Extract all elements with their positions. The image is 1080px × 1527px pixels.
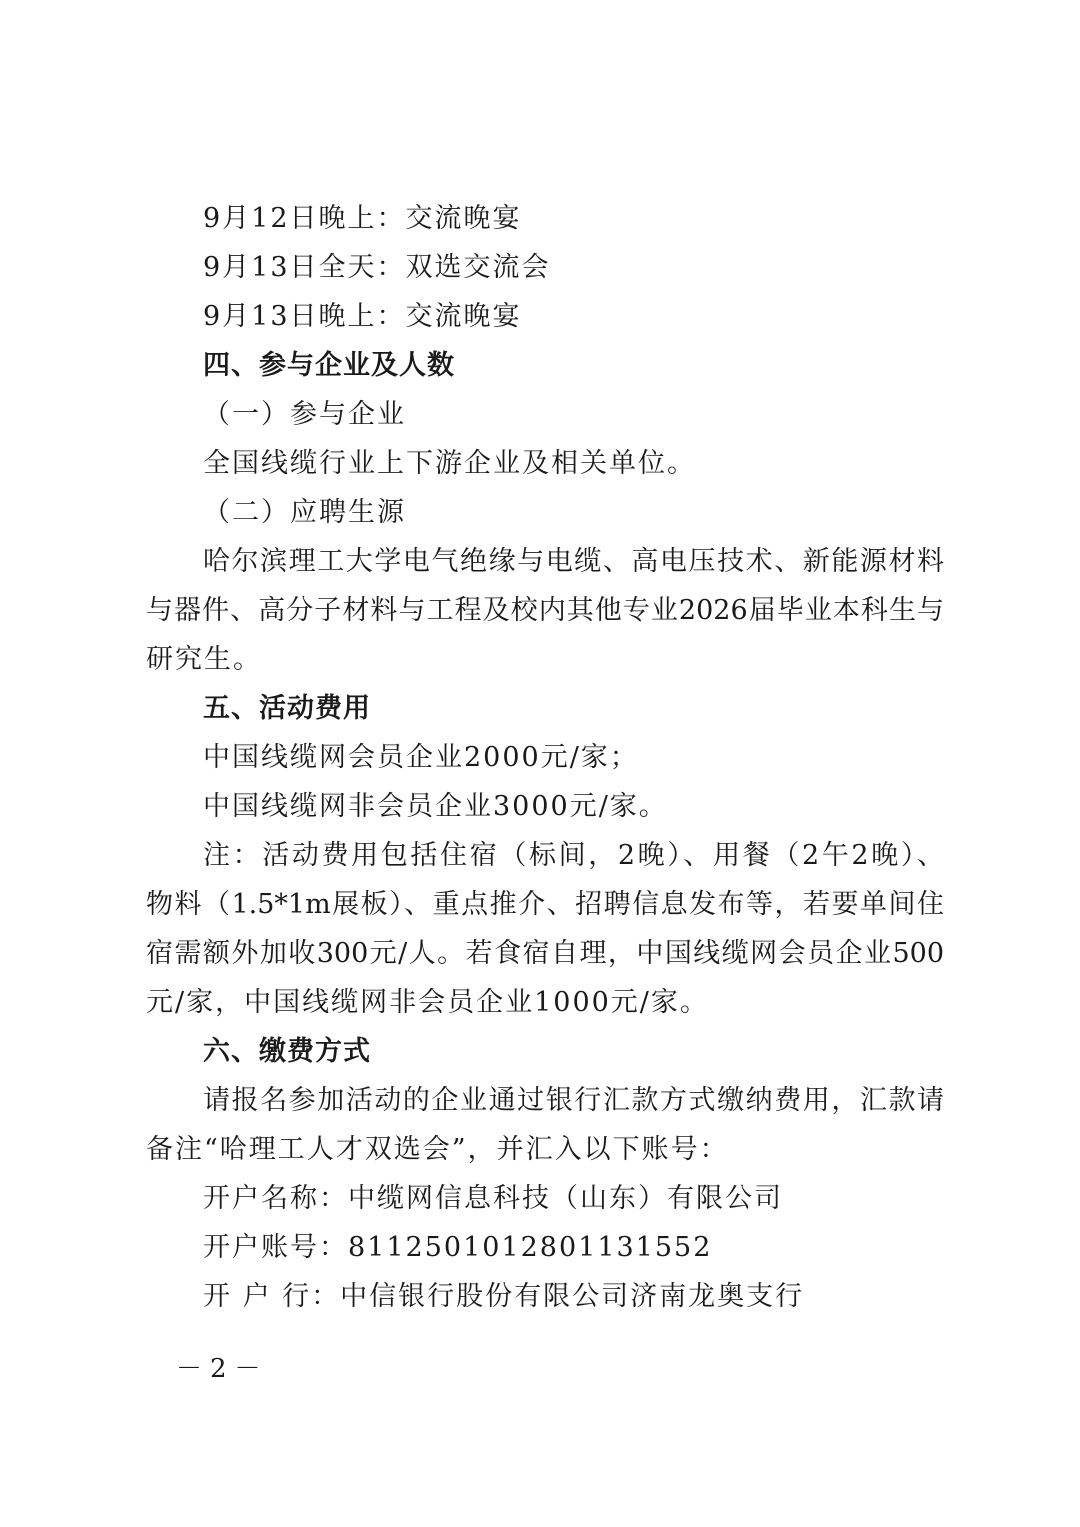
section-6-heading: 六、缴费方式 [203, 1036, 371, 1067]
section-4-sub-2-line-2: 与器件、高分子材料与工程及校内其他专业2026届毕业本科生与 [146, 595, 944, 626]
account-name: 开户名称：中缆网信息科技（山东）有限公司 [203, 1183, 783, 1214]
fee-note-line-1: 注：活动费用包括住宿（标间，2晚）、用餐（2午2晚）、 [203, 840, 944, 871]
fee-note-line-2: 物料（1.5*1m展板）、重点推介、招聘信息发布等，若要单间住 [146, 889, 944, 920]
fee-note-line-3: 宿需额外加收300元/人。若食宿自理，中国线缆网会员企业500 [146, 938, 944, 969]
payment-intro-line-2: 备注“哈理工人才双选会”，并汇入以下账号： [146, 1134, 729, 1165]
fee-non-member: 中国线缆网非会员企业3000元/家。 [203, 791, 668, 822]
section-4-sub-2-line-3: 研究生。 [146, 644, 262, 675]
section-4-sub-2-title: （二）应聘生源 [203, 497, 406, 528]
account-number: 开户账号：8112501012801131552 [203, 1232, 713, 1263]
page-number: －2－ [176, 1354, 269, 1384]
section-5-heading: 五、活动费用 [203, 693, 371, 724]
schedule-item-3: 9月13日晚上：交流晚宴 [203, 301, 522, 332]
section-4-heading: 四、参与企业及人数 [203, 350, 455, 381]
section-4-sub-2-line-1: 哈尔滨理工大学电气绝缘与电缆、高电压技术、新能源材料 [203, 546, 944, 577]
section-4-sub-1-title: （一）参与企业 [203, 399, 406, 430]
fee-member: 中国线缆网会员企业2000元/家； [203, 742, 639, 773]
payment-intro-line-1: 请报名参加活动的企业通过银行汇款方式缴纳费用，汇款请 [203, 1085, 944, 1116]
fee-note-line-4: 元/家，中国线缆网非会员企业1000元/家。 [146, 987, 709, 1018]
schedule-item-1: 9月12日晚上：交流晚宴 [203, 203, 522, 234]
bank-branch: 开 户 行：中信银行股份有限公司济南龙奥支行 [203, 1281, 805, 1312]
section-4-sub-1-text: 全国线缆行业上下游企业及相关单位。 [203, 448, 696, 479]
schedule-item-2: 9月13日全天：双选交流会 [203, 252, 551, 283]
